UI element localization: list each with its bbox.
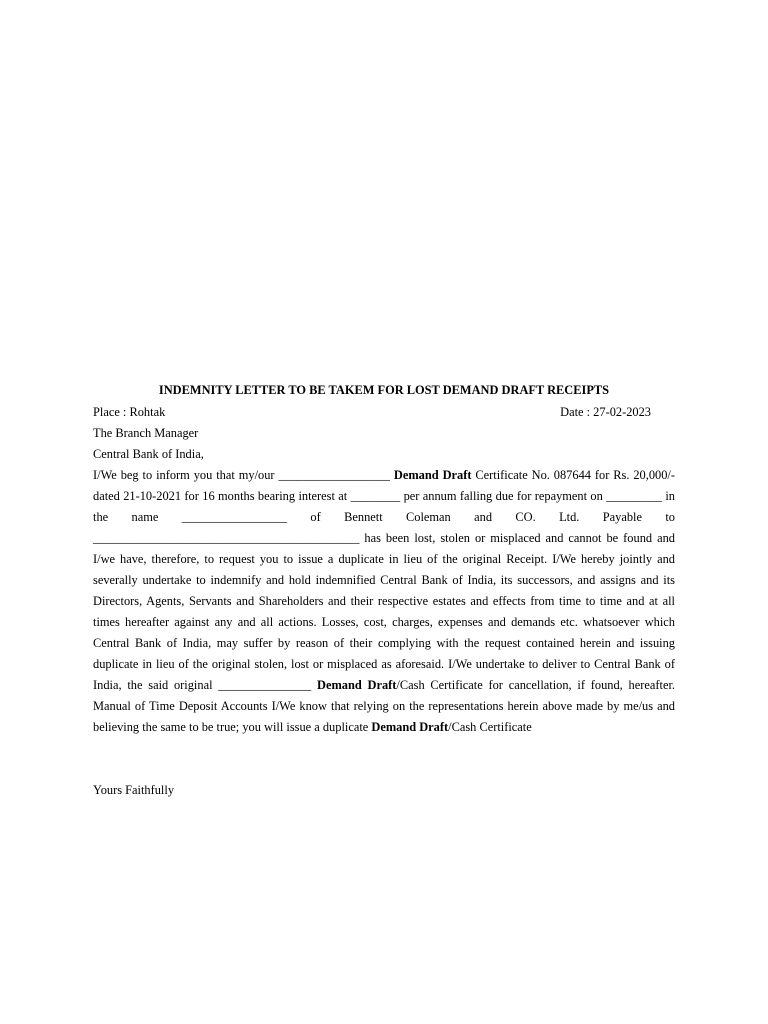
place-text: Place : Rohtak (93, 405, 166, 419)
spacer (93, 738, 675, 780)
body-segment-1: I/We beg to inform you that my/our __________________ (93, 468, 394, 482)
addressee-title: The Branch Manager (93, 426, 199, 440)
body-segment-3: /Cash Certificate for cancellation, if found, hereafter. Manual of Time Deposit Accounts I/We know that relying on the representations herein above made by me/us and believing the same to be true; you will issue a duplicate (93, 678, 675, 734)
body-bold-demand-draft-3: Demand Draft (371, 720, 449, 734)
closing-text: Yours Faithfully (93, 783, 175, 797)
date-text: Date : 27-02-2023 (560, 405, 651, 419)
letter-document (93, 380, 675, 801)
addressee-bank: Central Bank of India, (93, 447, 204, 461)
body-bold-demand-draft-1: Demand Draft (393, 468, 472, 482)
letter-title: INDEMNITY LETTER TO BE TAKEM FOR LOST DEMAND DRAFT RECEIPTS (158, 383, 610, 397)
place-date-row (93, 402, 675, 423)
body-bold-demand-draft-2: Demand Draft (317, 678, 397, 692)
body-segment-2: Certificate No. 087644 for Rs. 20,000/- dated 21-10-2021 for 16 months bearing interest at ________ per annum falling due for repayment on _________ in the name _________________ of Bennett Coleman and CO. Ltd. Payable to ___________________________________________ has been lost, stolen or misplaced and cannot be found and I/we have, therefore, to request you to issue a duplicate in lieu of the original Receipt. I/We hereby jointly and severally undertake to indemnify and hold indemnified Central Bank of India, its successors, and assigns and its Directors, Agents, Servants and Shareholders and their respective estates and effects from time to time and at all times hereafter against any and all actions. Losses, cost, charges, expenses and demands etc. whatsoever which Central Bank of India, may suffer by reason of their complying with the request contained herein and issuing duplicate in lieu of the original stolen, lost or misplaced as aforesaid. I/We undertake to deliver to Central Bank of India, the said original _______________ (93, 468, 676, 692)
body-segment-4: /Cash Certificate (448, 720, 532, 734)
letter-body (93, 465, 675, 738)
